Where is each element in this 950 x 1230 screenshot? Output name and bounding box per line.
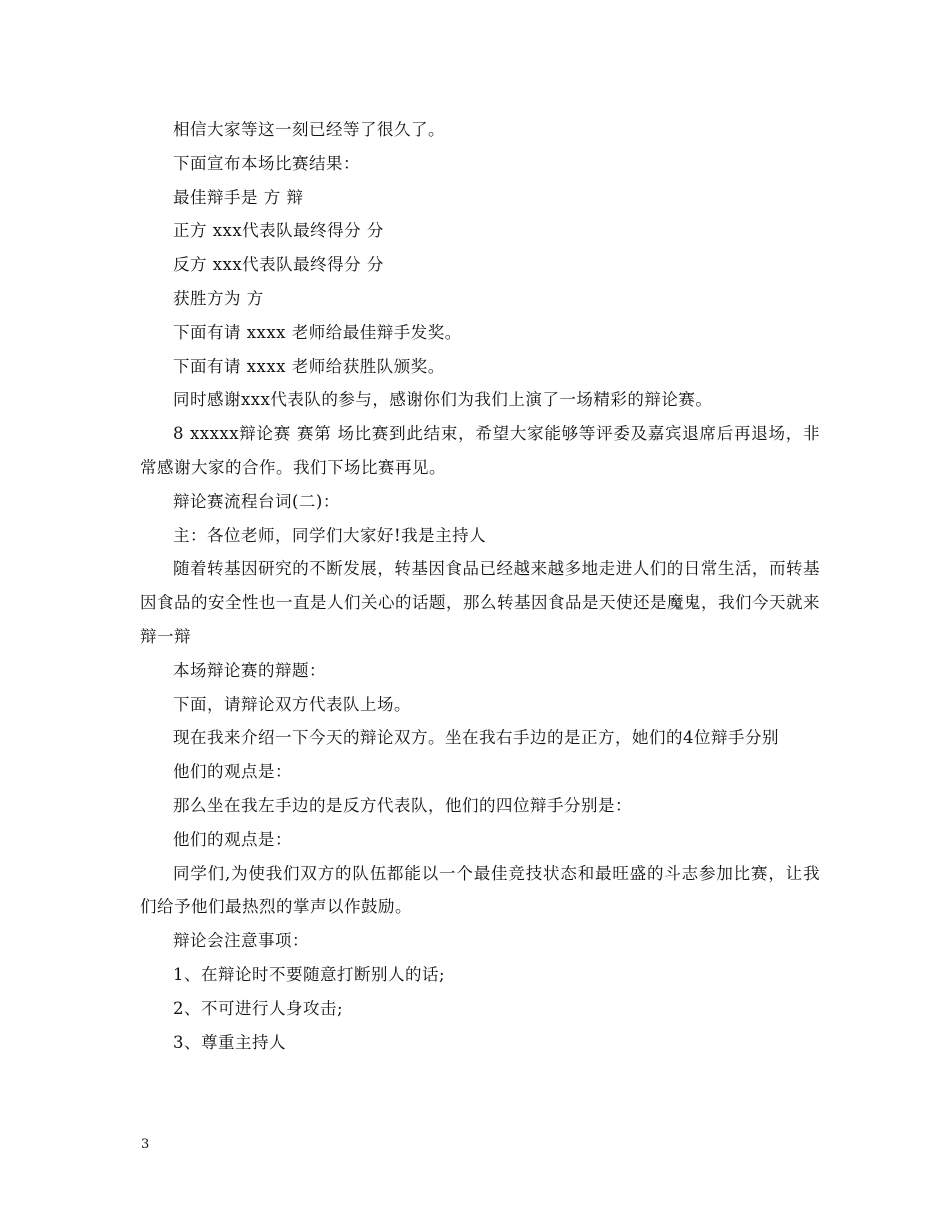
paragraph: 本场辩论赛的辩题：	[173, 660, 326, 680]
list-item: 3、尊重主持人	[173, 1032, 286, 1052]
paragraph: 同时感谢xxx代表队的参与，感谢你们为我们上演了一场精彩的辩论赛。	[173, 390, 713, 410]
paragraph: 下面有请 xxxx 老师给获胜队颁奖。	[173, 356, 445, 376]
paragraph: 获胜方为 方	[173, 288, 264, 308]
list-item: 2、不可进行人身攻击;	[173, 998, 344, 1018]
list-item: 1、在辩论时不要随意打断别人的话;	[173, 964, 446, 984]
paragraph: 反方 xxx代表队最终得分 分	[173, 255, 384, 275]
paragraph: 8 xxxxx辩论赛 赛第 场比赛到此结束，希望大家能够等评委及嘉宾退席后再退场，非常感谢大家的合作。我们下场比赛再见。	[140, 424, 820, 477]
paragraph: 随着转基因研究的不断发展，转基因食品已经越来越多地走进人们的日常生活，而转基因食品的安全性也一直是人们关心的话题，那么转基因食品是天使还是魔鬼，我们今天就来辩一辩	[140, 559, 820, 646]
paragraph: 最佳辩手是 方 辩	[173, 187, 304, 207]
section-heading: 辩论赛流程台词(二)：	[173, 491, 340, 511]
paragraph: 他们的观点是：	[173, 829, 292, 849]
paragraph: 同学们,为使我们双方的队伍都能以一个最佳竞技状态和最旺盛的斗志参加比赛，让我们给予他们最热烈的掌声以作鼓励。	[140, 863, 820, 917]
paragraph: 那么坐在我左手边的是反方代表队，他们的四位辩手分别是：	[173, 795, 632, 815]
paragraph: 正方 xxx代表队最终得分 分	[173, 221, 384, 241]
page-number: 3	[141, 1137, 150, 1152]
document-body	[140, 113, 820, 1059]
paragraph: 主：各位老师，同学们大家好!我是主持人	[173, 525, 487, 545]
paragraph: 他们的观点是：	[173, 762, 292, 782]
paragraph: 下面有请 xxxx 老师给最佳辩手发奖。	[173, 322, 462, 342]
paragraph: 辩论会注意事项：	[173, 931, 309, 951]
paragraph: 下面宣布本场比赛结果：	[173, 153, 360, 173]
paragraph: 相信大家等这一刻已经等了很久了。	[173, 120, 445, 139]
paragraph: 下面，请辩论双方代表队上场。	[173, 694, 411, 714]
paragraph: 现在我来介绍一下今天的辩论双方。坐在我右手边的是正方，她们的4位辩手分别	[173, 728, 779, 748]
